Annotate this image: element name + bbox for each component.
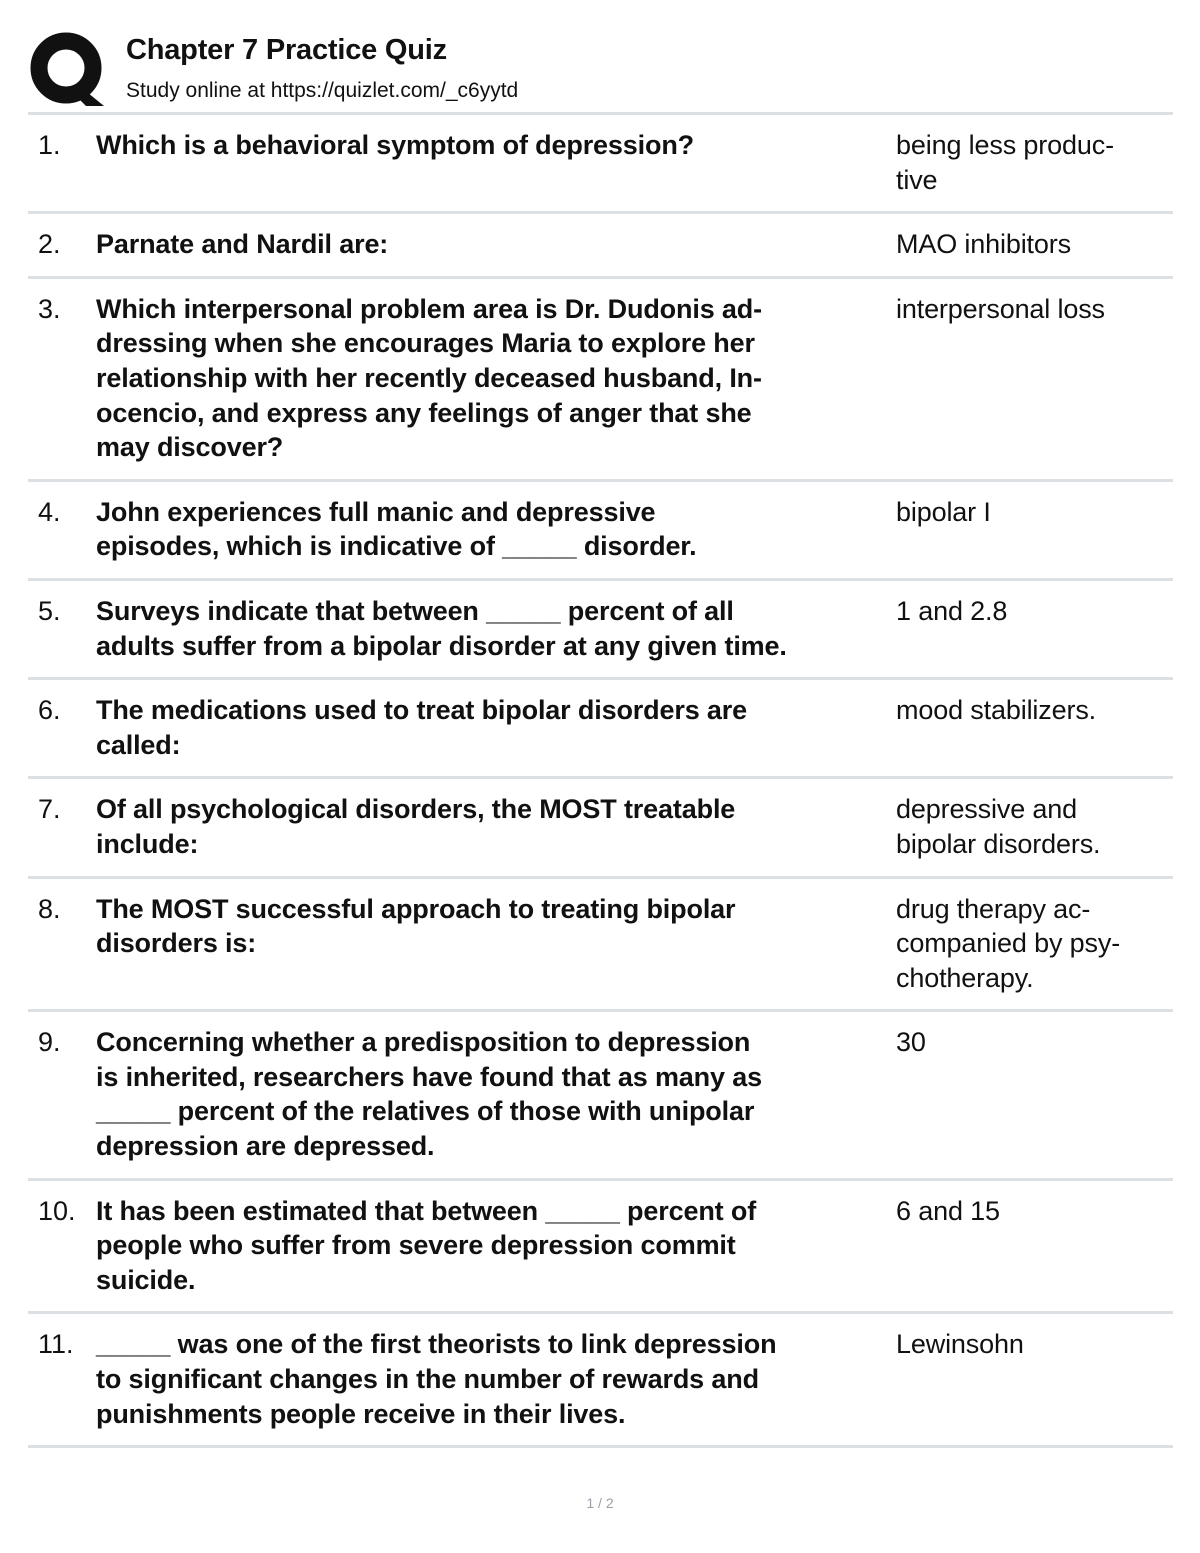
item-number: 6. — [38, 695, 61, 726]
item-answer: depressive and bipolar disorders. — [896, 794, 1101, 859]
item-answer: 30 — [896, 1027, 926, 1058]
quiz-item — [28, 1009, 1173, 1177]
item-answer: MAO inhibitors — [896, 229, 1071, 260]
item-number: 3. — [38, 293, 61, 324]
study-online-link[interactable]: Study online at https://quizlet.com/_c6yytd — [126, 79, 519, 102]
item-number: 10. — [38, 1195, 76, 1226]
item-answer: mood stabilizers. — [896, 695, 1097, 726]
quizlet-logo-icon — [30, 32, 106, 108]
item-answer: interpersonal loss — [896, 293, 1105, 324]
quiz-item — [28, 677, 1173, 776]
item-question: It has been estimated that between _____ percent of people who suffer from severe depression commit suicide. — [96, 1195, 757, 1295]
item-question: Which is a behavioral symptom of depression? — [96, 130, 695, 160]
quiz-item — [28, 276, 1173, 479]
item-answer: Lewinsohn — [896, 1329, 1024, 1360]
item-answer: being less produc- tive — [896, 130, 1114, 195]
quiz-item — [28, 1178, 1173, 1312]
item-question: The medications used to treat bipolar disorders are called: — [96, 695, 748, 760]
page-indicator: 1 / 2 — [586, 1495, 614, 1511]
item-answer: 6 and 15 — [896, 1195, 1000, 1226]
page-header — [28, 28, 1172, 112]
item-number: 11. — [38, 1329, 74, 1360]
item-answer: drug therapy ac- companied by psy- chotherapy. — [896, 893, 1121, 993]
item-question: _____ was one of the first theorists to link depression to significant changes in the number of rewards and punishments people receive in their lives. — [96, 1329, 777, 1429]
item-number: 7. — [38, 794, 61, 825]
quiz-item — [28, 479, 1173, 578]
item-number: 4. — [38, 496, 61, 527]
quiz-item — [28, 776, 1173, 875]
item-number: 8. — [38, 893, 61, 924]
quiz-item — [28, 1311, 1173, 1448]
item-number: 2. — [38, 229, 61, 260]
item-number: 9. — [38, 1027, 61, 1058]
quiz-item — [28, 578, 1173, 677]
item-answer: 1 and 2.8 — [896, 595, 1008, 626]
quiz-item — [28, 211, 1173, 276]
item-question: Parnate and Nardil are: — [96, 229, 389, 260]
quiz-list — [28, 112, 1173, 1448]
item-question: Surveys indicate that between _____ percent of all adults suffer from a bipolar disorder at any given time. — [96, 595, 787, 661]
item-question: Which interpersonal problem area is Dr. Dudonis ad- dressing when she encourages Maria to explore her relationship with her recently deceased husband, In- ocencio, and express any feelings of anger that she may discover? — [96, 293, 762, 463]
item-number: 5. — [38, 595, 61, 626]
item-question: Concerning whether a predisposition to depression is inherited, researchers have found that as many as _____ percent of the relatives of those with unipolar depression are depressed. — [96, 1027, 762, 1162]
item-answer: bipolar I — [896, 496, 991, 527]
item-question: John experiences full manic and depressive episodes, which is indicative of _____ disorder. — [96, 496, 697, 562]
item-question: Of all psychological disorders, the MOST treatable include: — [96, 794, 736, 859]
quiz-item — [28, 112, 1173, 211]
quiz-item — [28, 876, 1173, 1010]
item-question: The MOST successful approach to treating bipolar disorders is: — [96, 893, 736, 959]
item-number: 1. — [38, 130, 61, 160]
page-title: Chapter 7 Practice Quiz — [126, 34, 447, 66]
